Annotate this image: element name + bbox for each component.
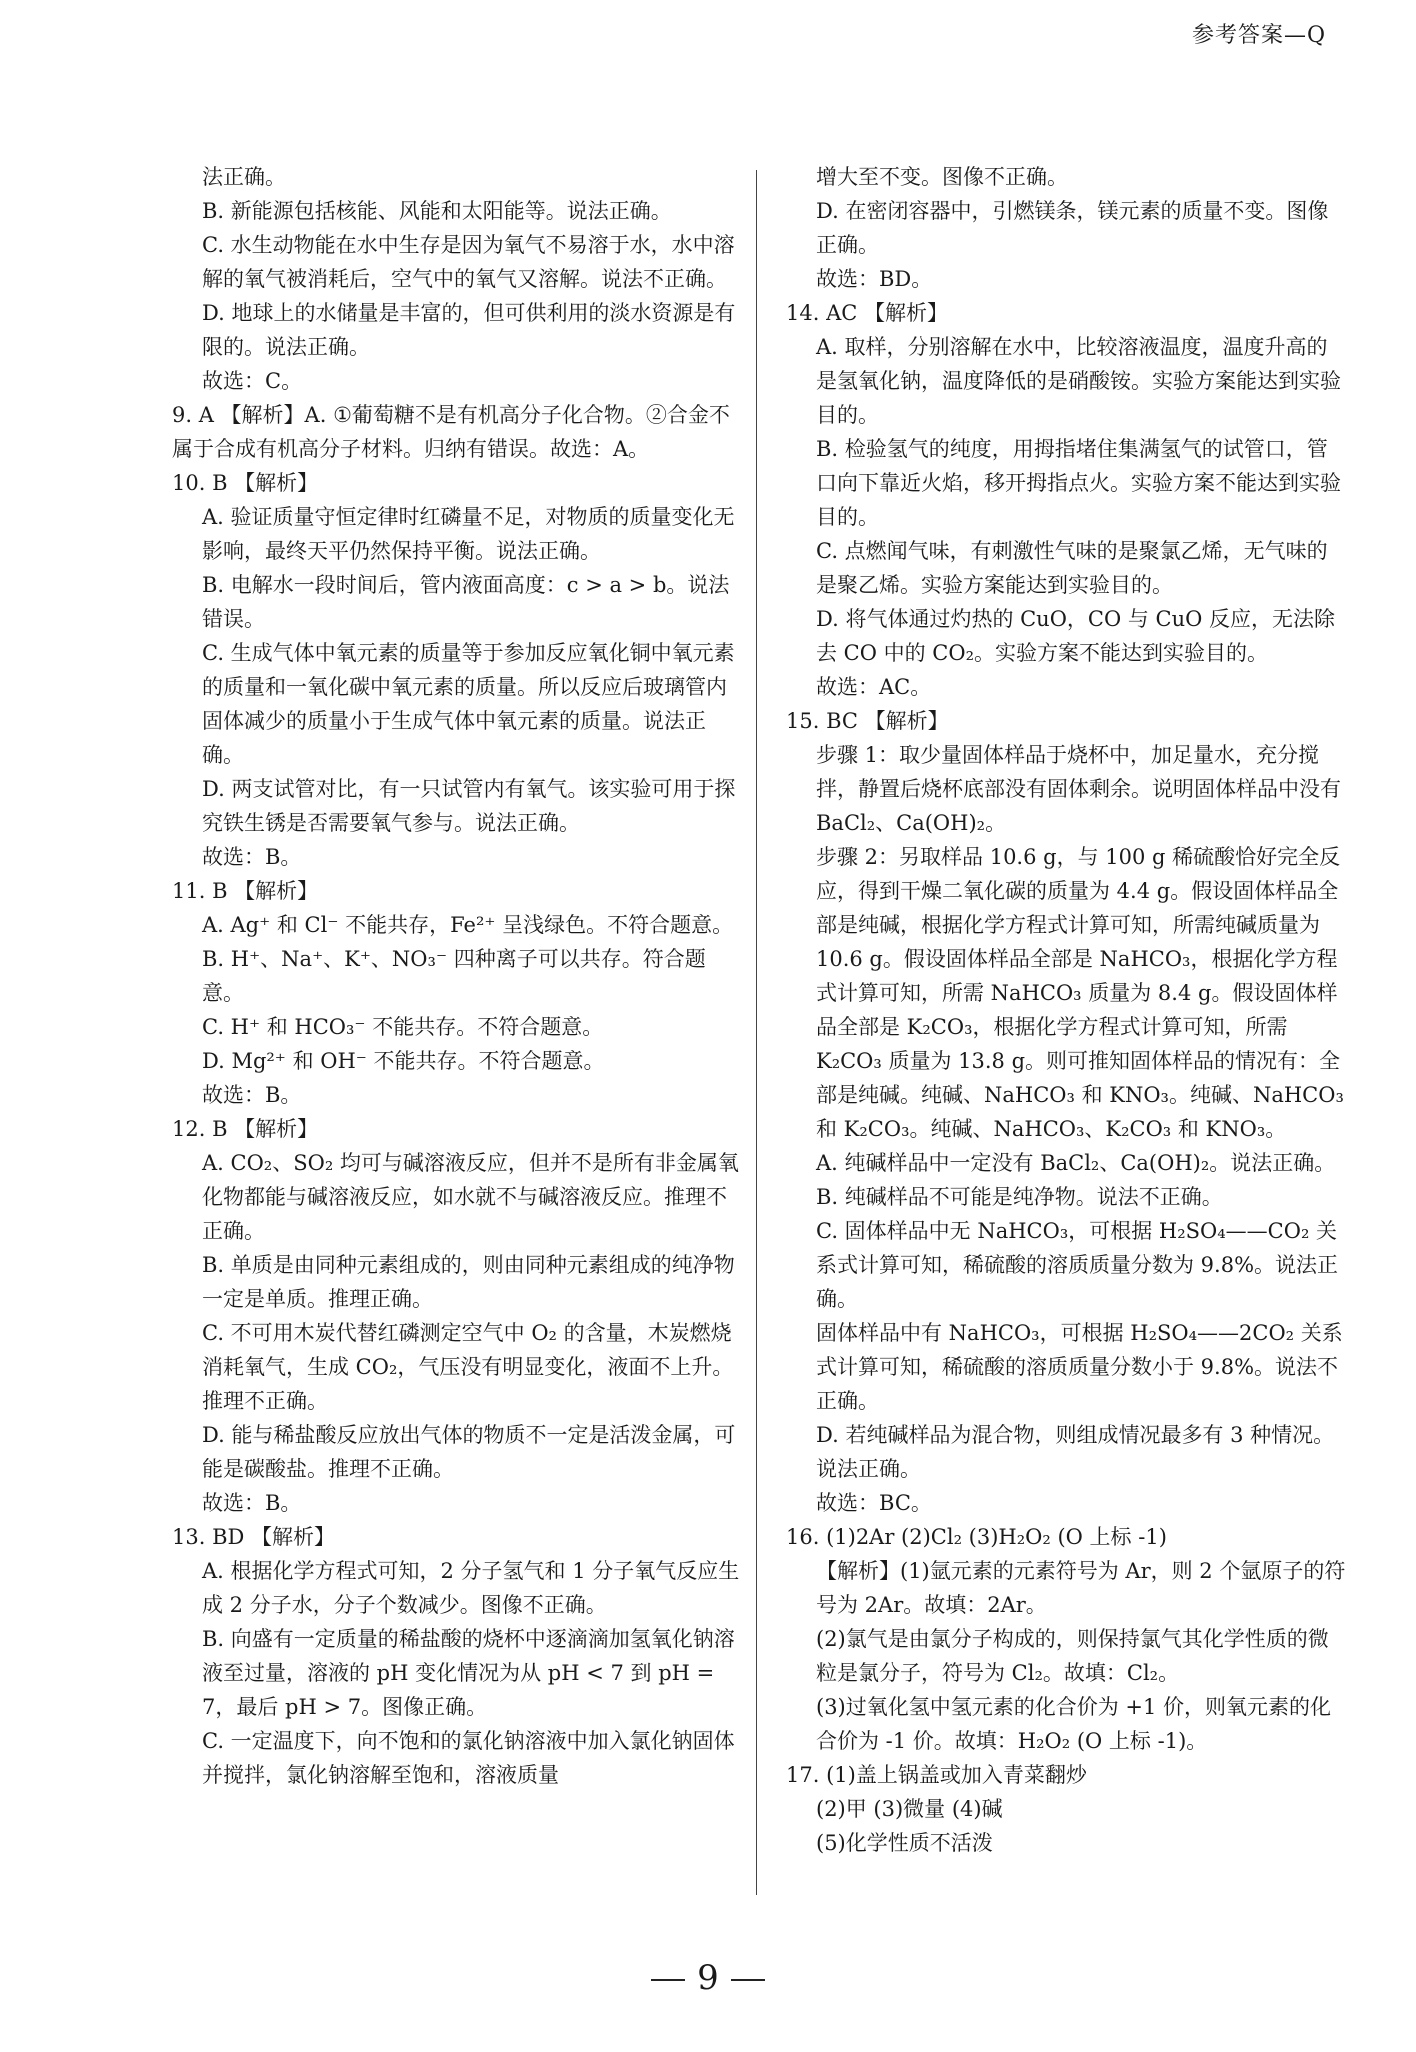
answer-line: D. Mg²⁺ 和 OH⁻ 不能共存。不符合题意。 xyxy=(202,1049,605,1073)
answer-line: C. 不可用木炭代替红磷测定空气中 O₂ 的含量，木炭燃烧消耗氧气，生成 CO₂，气压没有明显变化，液面不上升。推理不正确。 xyxy=(202,1321,734,1413)
question-heading: 14. AC 【解析】 xyxy=(786,301,948,325)
right-column xyxy=(786,160,1346,1860)
answer-line: B. 电解水一段时间后，管内液面高度：c > a > b。说法错误。 xyxy=(202,573,730,631)
answer-line: D. 地球上的水储量是丰富的，但可供利用的淡水资源是有限的。说法正确。 xyxy=(202,301,736,359)
footer-dash-left xyxy=(651,1979,685,1981)
answer-line: A. 纯碱样品中一定没有 BaCl₂、Ca(OH)₂。说法正确。 xyxy=(816,1151,1336,1175)
answer-line: B. H⁺、Na⁺、K⁺、NO₃⁻ 四种离子可以共存。符合题意。 xyxy=(202,947,706,1005)
answer-line: (3)过氧化氢中氢元素的化合价为 +1 价，则氧元素的化合价为 -1 价。故填：H₂O₂ (O 上标 -1)。 xyxy=(816,1695,1332,1753)
answer-line: A. 验证质量守恒定律时红磷量不足，对物质的质量变化无影响，最终天平仍然保持平衡。说法正确。 xyxy=(202,505,735,563)
page-footer xyxy=(0,1958,1416,1998)
answer-line: 固体样品中有 NaHCO₃，可根据 H₂SO₄——2CO₂ 关系式计算可知，稀硫酸的溶质质量分数小于 9.8%。说法不正确。 xyxy=(816,1321,1343,1413)
answer-line: B. 单质是由同种元素组成的，则由同种元素组成的纯净物一定是单质。推理正确。 xyxy=(202,1253,735,1311)
answer-line: 故选：BC。 xyxy=(816,1491,932,1515)
answer-line: B. 纯碱样品不可能是纯净物。说法不正确。 xyxy=(816,1185,1223,1209)
footer-dash-right xyxy=(731,1979,765,1981)
answer-line: C. 一定温度下，向不饱和的氯化钠溶液中加入氯化钠固体并搅拌，氯化钠溶解至饱和，溶液质量 xyxy=(202,1729,735,1787)
answer-line: C. 固体样品中无 NaHCO₃，可根据 H₂SO₄——CO₂ 关系式计算可知，稀硫酸的溶质质量分数为 9.8%。说法正确。 xyxy=(816,1219,1339,1311)
answer-line: (5)化学性质不活泼 xyxy=(816,1831,993,1855)
question-heading: 15. BC 【解析】 xyxy=(786,709,949,733)
answer-line: B. 检验氢气的纯度，用拇指堵住集满氢气的试管口，管口向下靠近火焰，移开拇指点火。实验方案不能达到实验目的。 xyxy=(816,437,1341,529)
answer-line: 故选：BD。 xyxy=(816,267,933,291)
answer-line: C. 水生动物能在水中生存是因为氧气不易溶于水，水中溶解的氧气被消耗后，空气中的氧气又溶解。说法不正确。 xyxy=(202,233,735,291)
answer-line: C. 点燃闻气味，有刺激性气味的是聚氯乙烯，无气味的是聚乙烯。实验方案能达到实验目的。 xyxy=(816,539,1328,597)
answer-line: D. 若纯碱样品为混合物，则组成情况最多有 3 种情况。说法正确。 xyxy=(816,1423,1335,1481)
question-heading: 13. BD 【解析】 xyxy=(172,1525,336,1549)
question-heading: 17. (1)盖上锅盖或加入青菜翻炒 xyxy=(786,1763,1087,1787)
answer-line: B. 向盛有一定质量的稀盐酸的烧杯中逐滴滴加氢氧化钠溶液至过量，溶液的 pH 变化情况为从 pH < 7 到 pH = 7，最后 pH > 7。图像正确。 xyxy=(202,1627,735,1719)
answer-line: D. 在密闭容器中，引燃镁条，镁元素的质量不变。图像正确。 xyxy=(816,199,1329,257)
answer-line: A. CO₂、SO₂ 均可与碱溶液反应，但并不是所有非金属氧化物都能与碱溶液反应，如水就不与碱溶液反应。推理不正确。 xyxy=(202,1151,739,1243)
answer-line: 步骤 2：另取样品 10.6 g，与 100 g 稀硫酸恰好完全反应，得到干燥二氧化碳的质量为 4.4 g。假设固体样品全部是纯碱，根据化学方程式计算可知，所需纯碱质量为 10.6 g。假设固体样品全部是 NaHCO₃，根据化学方程式计算可知，所需 NaHCO₃ 质量为 8.4 g。假设固体样品全部是 K₂CO₃，根据化学方程式计算可知，所需 K₂CO₃ 质量为 13.8 g。则可推知固体样品的情况有：全部是纯碱。纯碱、NaHCO₃ 和 KNO₃。纯碱、NaHCO₃ 和 K₂CO₃。纯碱、NaHCO₃、K₂CO₃ 和 KNO₃。 xyxy=(816,845,1344,1141)
answer-line: 故选：B。 xyxy=(202,1491,302,1515)
answer-line: 故选：B。 xyxy=(202,1083,302,1107)
answer-line: 法正确。 xyxy=(202,165,286,189)
answer-line: B. 新能源包括核能、风能和太阳能等。说法正确。 xyxy=(202,199,672,223)
answer-line: 【解析】(1)氩元素的元素符号为 Ar，则 2 个氩原子的符号为 2Ar。故填：2Ar。 xyxy=(816,1559,1346,1617)
answer-line: 步骤 1：取少量固体样品于烧杯中，加足量水，充分搅拌，静置后烧杯底部没有固体剩余。说明固体样品中没有 BaCl₂、Ca(OH)₂。 xyxy=(816,743,1341,835)
answer-line: D. 两支试管对比，有一只试管内有氧气。该实验可用于探究铁生锈是否需要氧气参与。说法正确。 xyxy=(202,777,736,835)
answer-line: C. 生成气体中氧元素的质量等于参加反应氧化铜中氧元素的质量和一氧化碳中氧元素的质量。所以反应后玻璃管内固体减少的质量小于生成气体中氧元素的质量。说法正确。 xyxy=(202,641,735,767)
page-number: 9 xyxy=(697,1958,719,1998)
question-heading: 16. (1)2Ar (2)Cl₂ (3)H₂O₂ (O 上标 -1) xyxy=(786,1525,1167,1549)
answer-line: 故选：B。 xyxy=(202,845,302,869)
left-column xyxy=(172,160,740,1792)
answer-line: 故选：C。 xyxy=(202,369,303,393)
answer-line: (2)氯气是由氯分子构成的，则保持氯气其化学性质的微粒是氯分子，符号为 Cl₂。故填：Cl₂。 xyxy=(816,1627,1329,1685)
answer-line: D. 将气体通过灼热的 CuO，CO 与 CuO 反应，无法除去 CO 中的 CO₂。实验方案不能达到实验目的。 xyxy=(816,607,1336,665)
question-heading: 10. B 【解析】 xyxy=(172,471,319,495)
question-heading: 11. B 【解析】 xyxy=(172,879,319,903)
question-heading: 12. B 【解析】 xyxy=(172,1117,319,1141)
answer-line: 增大至不变。图像不正确。 xyxy=(816,165,1068,189)
page-header-title: 参考答案—Q xyxy=(1191,23,1326,48)
question-heading: 9. A 【解析】A. ①葡萄糖不是有机高分子化合物。②合金不属于合成有机高分子材料。归纳有错误。故选：A。 xyxy=(172,403,730,461)
answer-line: A. 根据化学方程式可知，2 分子氢气和 1 分子氧气反应生成 2 分子水，分子个数减少。图像不正确。 xyxy=(202,1559,740,1617)
answer-line: (2)甲 (3)微量 (4)碱 xyxy=(816,1797,1003,1821)
answer-line: A. 取样，分别溶解在水中，比较溶液温度，温度升高的是氢氧化钠，温度降低的是硝酸铵。实验方案能达到实验目的。 xyxy=(816,335,1341,427)
answer-line: C. H⁺ 和 HCO₃⁻ 不能共存。不符合题意。 xyxy=(202,1015,604,1039)
column-divider xyxy=(756,170,757,1895)
answer-line: A. Ag⁺ 和 Cl⁻ 不能共存，Fe²⁺ 呈浅绿色。不符合题意。 xyxy=(202,913,734,937)
answer-line: 故选：AC。 xyxy=(816,675,932,699)
answer-line: D. 能与稀盐酸反应放出气体的物质不一定是活泼金属，可能是碳酸盐。推理不正确。 xyxy=(202,1423,736,1481)
